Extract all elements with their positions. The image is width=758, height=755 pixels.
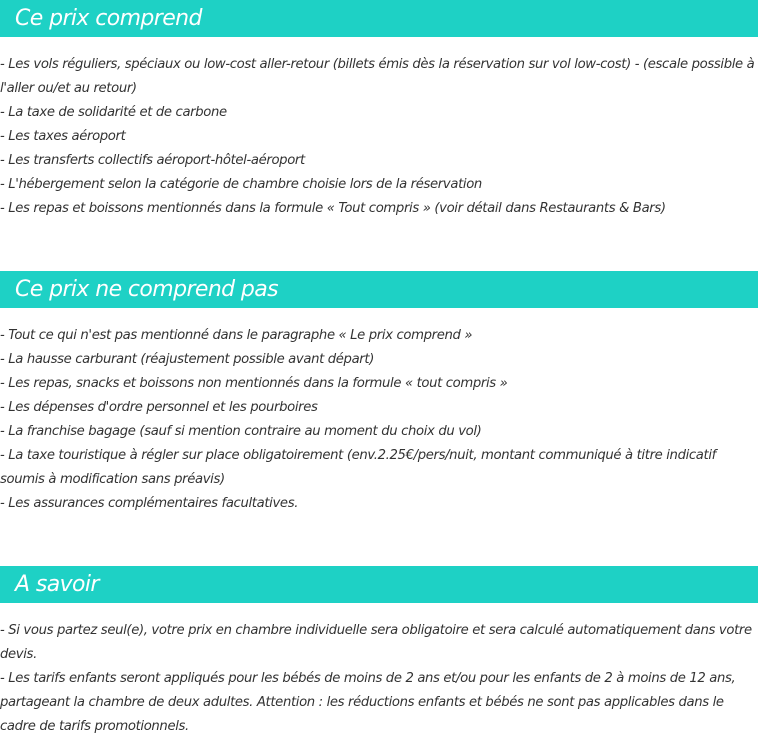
list-item: - Tout ce qui n'est pas mentionné dans le paragraphe « Le prix comprend » (0, 328, 473, 343)
section-title: A savoir (15, 571, 99, 597)
list-item: - Les assurances complémentaires facultatives. (0, 496, 299, 511)
list-item: - L'hébergement selon la catégorie de chambre choisie lors de la réservation (0, 177, 482, 192)
section-title: Ce prix ne comprend pas (15, 276, 279, 302)
list-item: - La taxe de solidarité et de carbone (0, 105, 227, 120)
list-item: - Les transferts collectifs aéroport-hôtel-aéroport (0, 153, 305, 168)
section-header-inclusions (0, 0, 758, 37)
section-body-good-to-know (0, 619, 758, 739)
section-title: Ce prix comprend (15, 5, 202, 31)
list-item: - La franchise bagage (sauf si mention contraire au moment du choix du vol) (0, 424, 482, 439)
list-item: - La hausse carburant (réajustement possible avant départ) (0, 352, 374, 367)
section-body-inclusions (0, 53, 758, 221)
section-header-good-to-know (0, 566, 758, 603)
section-body-exclusions (0, 324, 758, 516)
list-item: - Les taxes aéroport (0, 129, 126, 144)
list-item: - Si vous partez seul(e), votre prix en chambre individuelle sera obligatoire et sera calculé automatiquement dans votre devis. (0, 623, 752, 662)
list-item: - Les tarifs enfants seront appliqués pour les bébés de moins de 2 ans et/ou pour les enfants de 2 à moins de 12 ans, partageant la chambre de deux adultes. Attention : les réductions enfants et bébés ne sont pas applicables dans le cadre de tarifs promotionnels. (0, 671, 736, 734)
list-item: - Les repas, snacks et boissons non mentionnés dans la formule « tout compris » (0, 376, 508, 391)
list-item: - La taxe touristique à régler sur place obligatoirement (env.2.25€/pers/nuit, montant communiqué à titre indicatif soumis à modification sans préavis) (0, 448, 716, 487)
section-header-exclusions (0, 271, 758, 308)
list-item: - Les vols réguliers, spéciaux ou low-cost aller-retour (billets émis dès la réservation sur vol low-cost) - (escale possible à l'aller ou/et au retour) (0, 57, 755, 96)
list-item: - Les repas et boissons mentionnés dans la formule « Tout compris » (voir détail dans Restaurants & Bars) (0, 201, 666, 216)
list-item: - Les dépenses d'ordre personnel et les pourboires (0, 400, 318, 415)
